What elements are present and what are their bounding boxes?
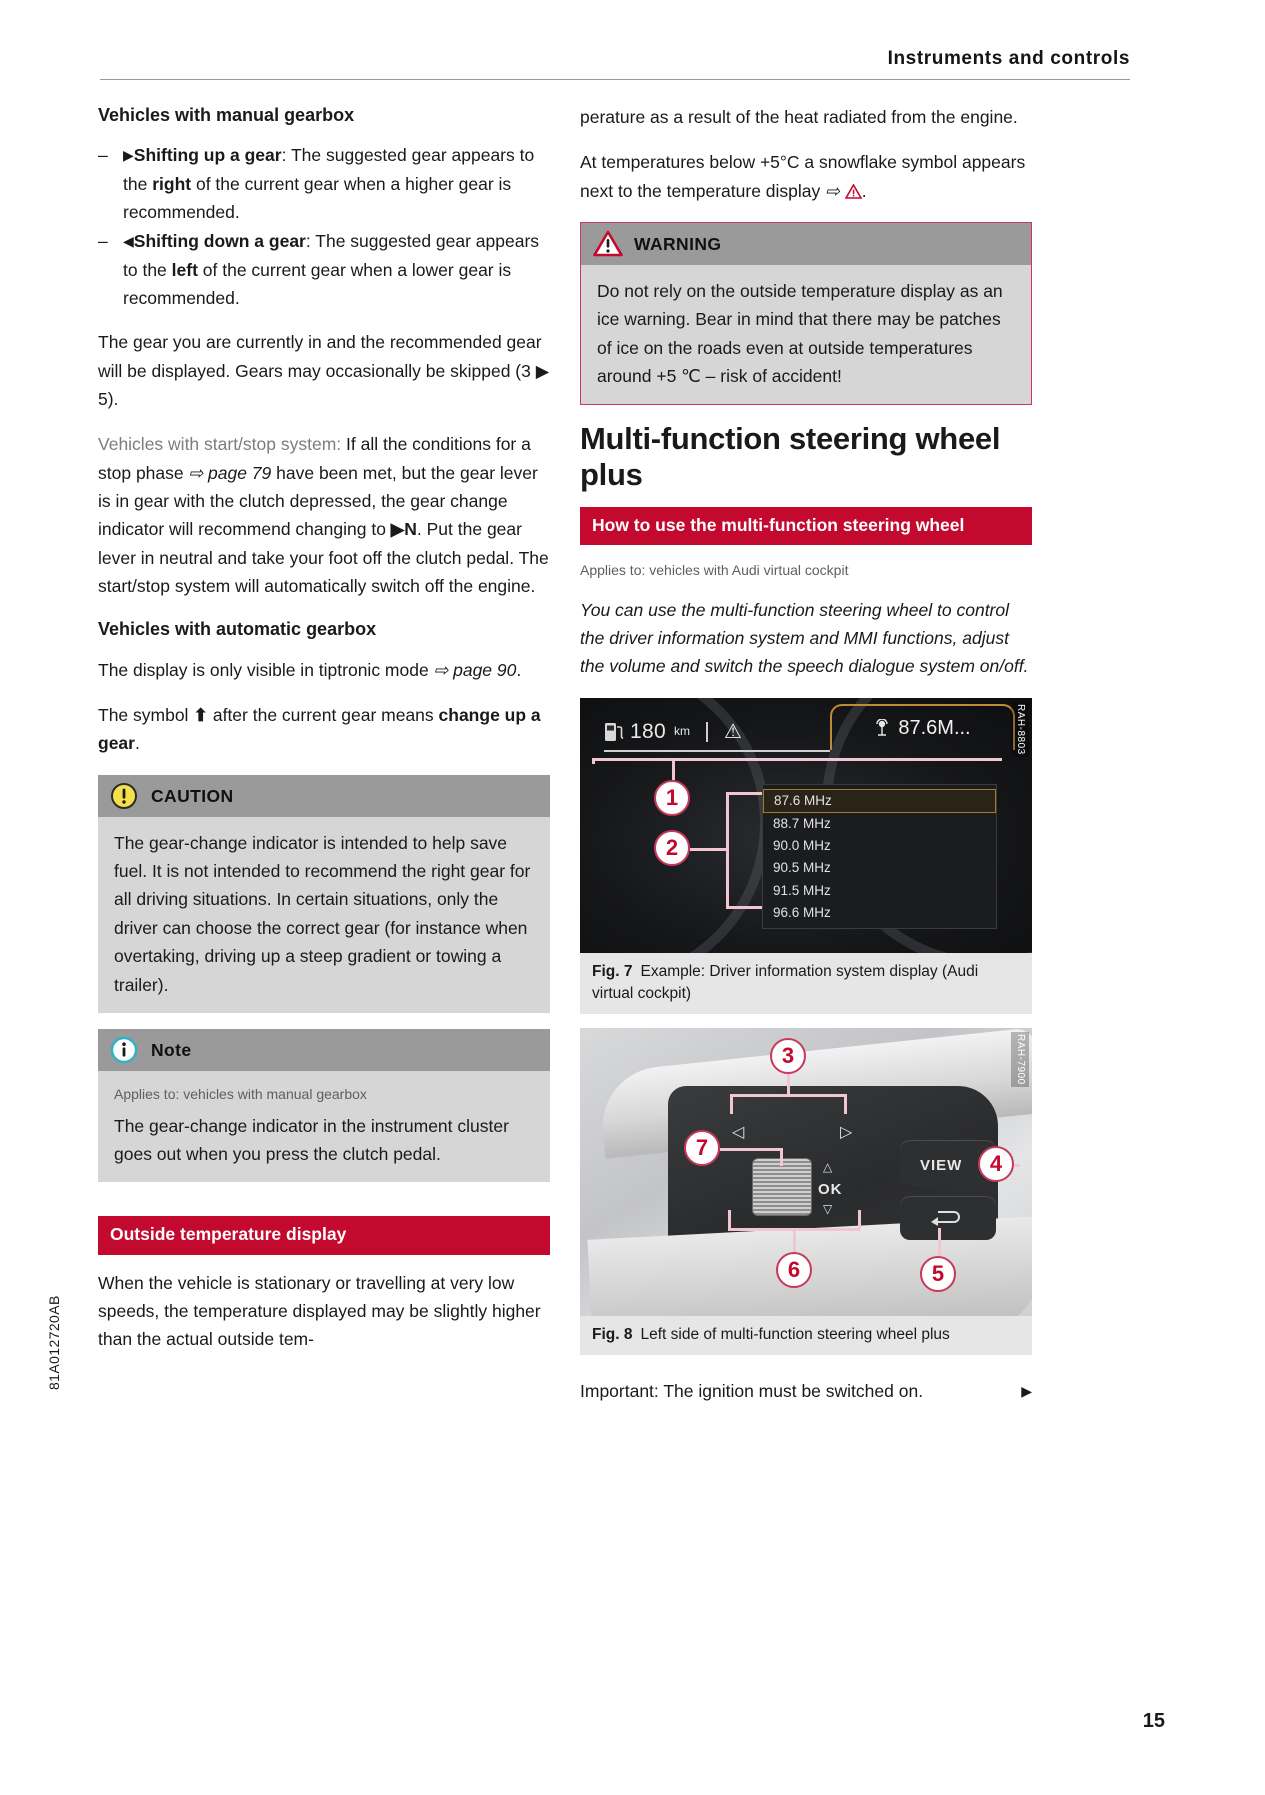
leader-line (728, 1210, 731, 1230)
page-reference-79[interactable]: ⇨ page 79 (188, 462, 272, 483)
radio-antenna-icon (874, 719, 890, 737)
media-tab[interactable] (830, 704, 1015, 750)
exclamation-circle-icon (110, 782, 138, 810)
paragraph-tiptronic (98, 656, 550, 684)
list-item[interactable]: 88.7 MHz (773, 816, 831, 832)
caution-callout (98, 775, 550, 1013)
thumbwheel-control[interactable] (752, 1158, 812, 1216)
caution-header (98, 775, 550, 817)
caution-label: CAUTION (151, 785, 234, 806)
info-circle-icon (110, 1036, 138, 1064)
down-arrow-button[interactable]: ▽ (823, 1201, 833, 1216)
dash-marker: – (98, 145, 108, 166)
up-arrow-button[interactable]: △ (823, 1159, 833, 1174)
startstop-b: have been met, but the gear lever is in gear with the clutch depressed, the gear change indicator will recommend changing to (98, 462, 538, 540)
bullet-0-bold: Shifting up a gear (133, 145, 282, 166)
startstop-c: . Put the gear lever in neutral and take your foot off the clutch pedal. The start/stop system will automatically switch off the engine. (98, 519, 549, 597)
note-label: Note (151, 1039, 192, 1060)
startstop-a: If all the conditions for a stop phase (98, 434, 531, 483)
paragraph-startstop (98, 430, 550, 600)
ok-button[interactable]: OK (818, 1180, 843, 1198)
callout-bubble-6: 6 (776, 1252, 812, 1288)
figure-7-caption (580, 953, 1032, 1014)
dash-marker: – (98, 231, 108, 252)
bullet-1-rest2: of the current gear when a lower gear is recommended. (123, 259, 512, 309)
symbol-c: . (134, 733, 140, 754)
right-column (580, 103, 1032, 1405)
media-tab-label: 87.6M... (898, 716, 971, 739)
warning-body: Do not rely on the outside temperature display as an ice warning. Bear in mind that there may be patches of ice on the roads even at outside temperatures around +5 ℃ – risk of accident! (581, 265, 1031, 404)
symbol-b: after the current gear means (207, 705, 439, 726)
callout-bubble-4: 4 (978, 1146, 1014, 1182)
station-list[interactable] (762, 784, 997, 929)
chapter-heading: Multi-function steering wheel plus (580, 421, 1001, 493)
shifting-bullet-list (98, 141, 550, 312)
fuel-pump-icon (604, 721, 624, 743)
callout-bubble-3: 3 (770, 1038, 806, 1074)
page-title: Instruments and controls (887, 48, 1130, 69)
driver-information-display (580, 698, 1032, 953)
page-header (100, 48, 1130, 80)
figure-7-number: Fig. 7 (592, 962, 633, 980)
tiptronic-b: . (516, 659, 522, 680)
figure-7-side-code: RAH-8803 (1011, 702, 1029, 757)
leader-line (720, 1148, 782, 1151)
leader-line (592, 758, 595, 764)
bullet-0-bold2: right (152, 173, 192, 194)
warning-callout (580, 222, 1032, 405)
leader-line (730, 1094, 846, 1097)
figure-7 (580, 698, 1032, 1014)
important-line-row (580, 1377, 1032, 1405)
list-item (98, 227, 550, 312)
figure-7-caption-text: Example: Driver information system display (Audi virtual cockpit) (592, 962, 979, 1002)
note-header (98, 1029, 550, 1071)
figure-7-image (580, 698, 1032, 953)
callout-bubble-1: 1 (654, 780, 690, 816)
continuation-arrow-icon: ▶ (1021, 1382, 1032, 1399)
triangle-right-icon: ▶ (123, 147, 134, 164)
paragraph-outside-temperature: When the vehicle is stationary or travelling at very low speeds, the temperature displayed may be slightly higher than the actual outside tem- (98, 1272, 541, 1350)
leader-line (672, 758, 675, 780)
document-part-number: 81A012720AB (46, 1295, 62, 1390)
leader-line (592, 758, 1002, 761)
bullet-1-rest: : The suggested gear appears to the (123, 231, 540, 280)
figure-8-image (580, 1028, 1032, 1316)
dis-range-group (604, 715, 690, 749)
callout-bubble-7: 7 (684, 1130, 720, 1166)
warning-triangle-display-icon: ⚠ (723, 720, 742, 743)
callout-bubble-2: 2 (654, 830, 690, 866)
section-bar-how-to-use: How to use the multi-function steering wheel (580, 507, 1032, 545)
figure-8-side-code: RAH-7900 (1011, 1032, 1029, 1087)
leader-line (730, 1094, 733, 1114)
arrow-up-icon: ⬆ (193, 705, 208, 726)
left-column (98, 103, 550, 1354)
leader-line (690, 848, 726, 851)
neutral-symbol: ▶N (390, 519, 417, 540)
warning-label: WARNING (634, 233, 722, 254)
paragraph-gear-display: The gear you are currently in and the recommended gear will be displayed. Gears may occasionally be skipped (3 ▶ 5). (98, 332, 550, 410)
note-body (98, 1071, 550, 1182)
note-applies-to: Applies to: vehicles with manual gearbox (114, 1085, 367, 1102)
leader-line (858, 1210, 861, 1230)
bullet-0-rest: : The suggested gear appears to the (123, 145, 535, 194)
header-divider (100, 79, 1130, 80)
figure-8-caption (580, 1316, 1032, 1355)
triangle-left-icon: ◀ (123, 233, 134, 250)
page-number: 15 (1142, 1710, 1165, 1732)
paragraph-continued: perature as a result of the heat radiated from the engine. (580, 107, 1018, 127)
snowflake-a: At temperatures below +5°C a snowflake symbol appears next to the temperature display (580, 152, 1026, 201)
topbar-underline (604, 750, 830, 752)
warning-triangle-inline-icon (845, 184, 862, 199)
bullet-1-bold: Shifting down a gear (133, 231, 306, 252)
page-reference-90[interactable]: ⇨ page 90 (433, 659, 517, 680)
leader-line (844, 1094, 847, 1114)
callout-bubble-5: 5 (920, 1256, 956, 1292)
bullet-0-rest2: of the current gear when a higher gear is recommended. (123, 173, 512, 222)
snowflake-b: . (861, 180, 867, 201)
steering-wheel-photo (580, 1028, 1032, 1316)
caution-body: The gear-change indicator is intended to help save fuel. It is not intended to recommend the right gear for all driving situations. In certain situations, only the driver can choose the correct gear (for instance when overtaking, driving up a steep gradient or towing a trailer). (98, 817, 550, 1013)
list-item (98, 141, 550, 226)
list-item[interactable]: 96.6 MHz (773, 904, 831, 920)
leader-line (726, 792, 762, 795)
left-arrow-button[interactable]: ◁ (732, 1123, 745, 1141)
warning-triangle-icon (593, 230, 621, 258)
leader-line (793, 1228, 796, 1252)
heading-vehicles-manual-gearbox: Vehicles with manual gearbox (98, 105, 355, 125)
list-item[interactable]: 90.0 MHz (773, 838, 831, 854)
list-item[interactable]: 87.6 MHz (763, 789, 996, 813)
back-arrow-icon (928, 1208, 962, 1228)
cross-reference-arrow-icon[interactable]: ⇨ (825, 180, 840, 201)
range-value: 180 (630, 719, 666, 743)
symbol-bold: change up a gear (98, 705, 541, 754)
figure-8 (580, 1028, 1032, 1355)
figure-8-number: Fig. 8 (592, 1325, 633, 1343)
range-unit: km (673, 724, 690, 739)
intro-paragraph: You can use the multi-function steering wheel to control the driver information system and MMI functions, adjust the volume and switch the speech dialogue system on/off. (580, 599, 1029, 677)
leader-line (780, 1148, 783, 1166)
startstop-prefix: Vehicles with start/stop system: (98, 434, 342, 455)
symbol-a: The symbol (98, 705, 194, 726)
leader-line (787, 1072, 790, 1094)
tiptronic-a: The display is only visible in tiptronic mode (98, 659, 434, 680)
section-bar-outside-temperature: Outside temperature display (98, 1216, 550, 1254)
topbar-divider (706, 722, 708, 742)
warning-header (581, 223, 1031, 265)
applies-to-line: Applies to: vehicles with Audi virtual cockpit (580, 562, 849, 579)
list-item[interactable]: 91.5 MHz (773, 882, 831, 898)
figure-8-caption-text: Left side of multi-function steering wheel plus (640, 1325, 950, 1343)
important-line: Important: The ignition must be switched on. (580, 1380, 924, 1401)
paragraph-symbol-change-up (98, 701, 550, 758)
note-text: The gear-change indicator in the instrument cluster goes out when you press the clutch pedal. (114, 1115, 509, 1164)
view-button[interactable]: VIEW (920, 1156, 963, 1174)
leader-line (726, 792, 729, 908)
list-item[interactable]: 90.5 MHz (773, 860, 831, 876)
heading-vehicles-automatic-gearbox: Vehicles with automatic gearbox (98, 619, 377, 640)
bullet-1-bold2: left (171, 259, 198, 280)
paragraph-snowflake (580, 148, 1032, 205)
right-arrow-button[interactable]: ▷ (840, 1123, 853, 1141)
note-callout (98, 1029, 550, 1182)
leader-line (726, 906, 762, 909)
